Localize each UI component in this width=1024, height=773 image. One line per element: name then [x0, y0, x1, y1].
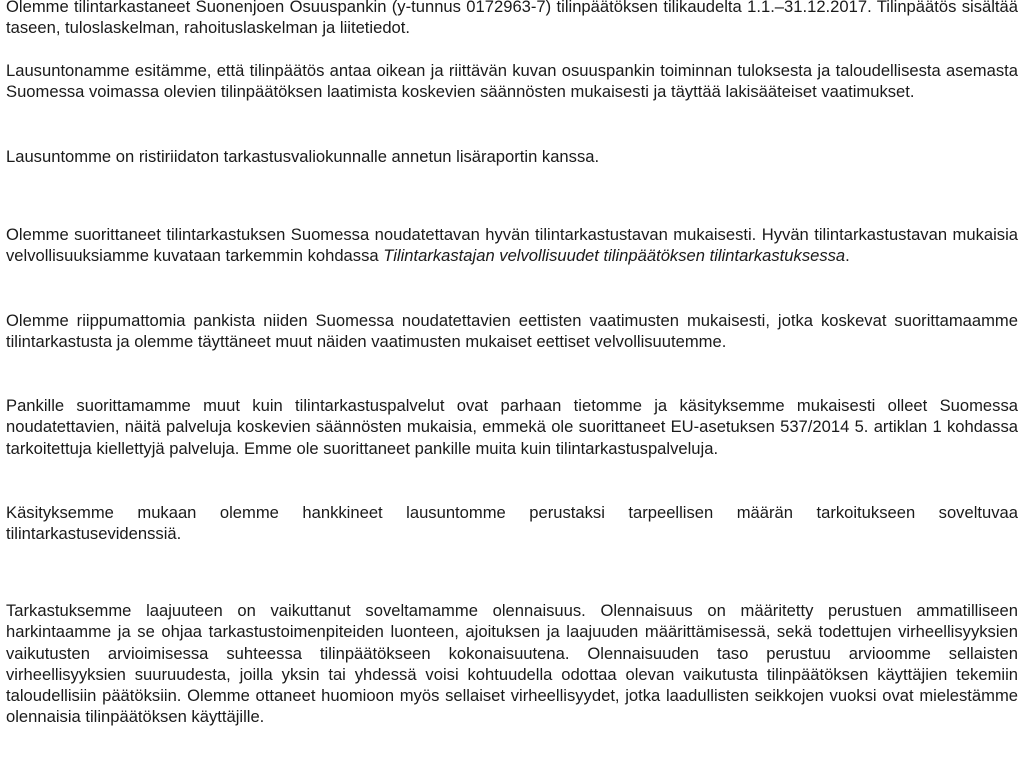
paragraph-basis-text: Olemme suorittaneet tilintarkastuksen Suomessa noudatettavan hyvän tilintarkastustavan mukaisesti. Hyvän tilintarkastustavan mukaisia velvollisuuksiamme kuvataan tarkemmin kohdassa	[6, 225, 1018, 266]
paragraph-materiality: Tarkastuksemme laajuuteen on vaikuttanut soveltamamme olennaisuus. Olennaisuus on määritetty perustuen ammatilliseen harkintaamme ja se ohjaa tarkastustoimenpiteiden luonteen, ajoituksen ja laajuuden määrittämisessä, sekä todettujen virheellisyyksien vaikutusten arvioimisessa suhteessa tilinpäätökseen kokonaisuutena. Olennaisuuden taso perustuu arvioomme sellaisten virheellisyyksien suuruudesta, joilla yksin tai yhdessä voisi kohtuudella odottaa olevan vaikutusta tilinpäätöksen käyttäjien tekemiin taloudellisiin päätöksiin. Olemme ottaneet huomioon myös sellaiset virheellisyydet, jotka laadullisten seikkojen vuoksi ovat mielestämme olennaisia tilinpäätöksen käyttäjille.	[6, 601, 1018, 727]
paragraph-opinion: Lausuntonamme esitämme, että tilinpäätös antaa oikean ja riittävän kuvan osuuspankin toiminnan tuloksesta ja taloudellisesta asemasta Suomessa voimassa olevien tilinpäätöksen laatimista koskevien säännösten mukaisesti ja täyttää lakisääteiset vaatimukset.	[6, 61, 1018, 102]
paragraph-audit-scope: Olemme tilintarkastaneet Suonenjoen Osuuspankin (y-tunnus 0172963-7) tilinpäätöksen tilikaudelta 1.1.–31.12.2017. Tilinpäätös sisältää taseen, tuloslaskelman, rahoituslaskelman ja liitetiedot.	[6, 0, 1018, 38]
paragraph-evidence: Käsityksemme mukaan olemme hankkineet lausuntomme perustaksi tarpeellisen määrän tarkoitukseen soveltuvaa tilintarkastusevidenssiä.	[6, 503, 1018, 544]
paragraph-consistency: Lausuntomme on ristiriidaton tarkastusvaliokunnalle annetun lisäraportin kanssa.	[6, 147, 600, 166]
paragraph-basis-reference: Tilintarkastajan velvollisuudet tilinpäätöksen tilintarkastuksessa	[383, 246, 846, 266]
paragraph-basis	[6, 224, 1018, 267]
paragraph-non-audit-services: Pankille suorittamamme muut kuin tilintarkastuspalvelut ovat parhaan tietomme ja käsityksemme mukaisesti olleet Suomessa noudatettavien, näitä palveluja koskevien säännösten mukaisia, emmekä ole suorittaneet EU-asetuksen 537/2014 5. artiklan 1 kohdassa tarkoitettuja kiellettyjä palveluja. Emme ole suorittaneet pankille muita kuin tilintarkastuspalveluja.	[6, 396, 1018, 458]
paragraph-independence: Olemme riippumattomia pankista niiden Suomessa noudatettavien eettisten vaatimusten mukaisesti, jotka koskevat suorittamaamme tilintarkastusta ja olemme täyttäneet muut näiden vaatimusten mukaiset eettiset velvollisuutemme.	[6, 311, 1018, 352]
paragraph-basis-end: .	[845, 246, 850, 266]
